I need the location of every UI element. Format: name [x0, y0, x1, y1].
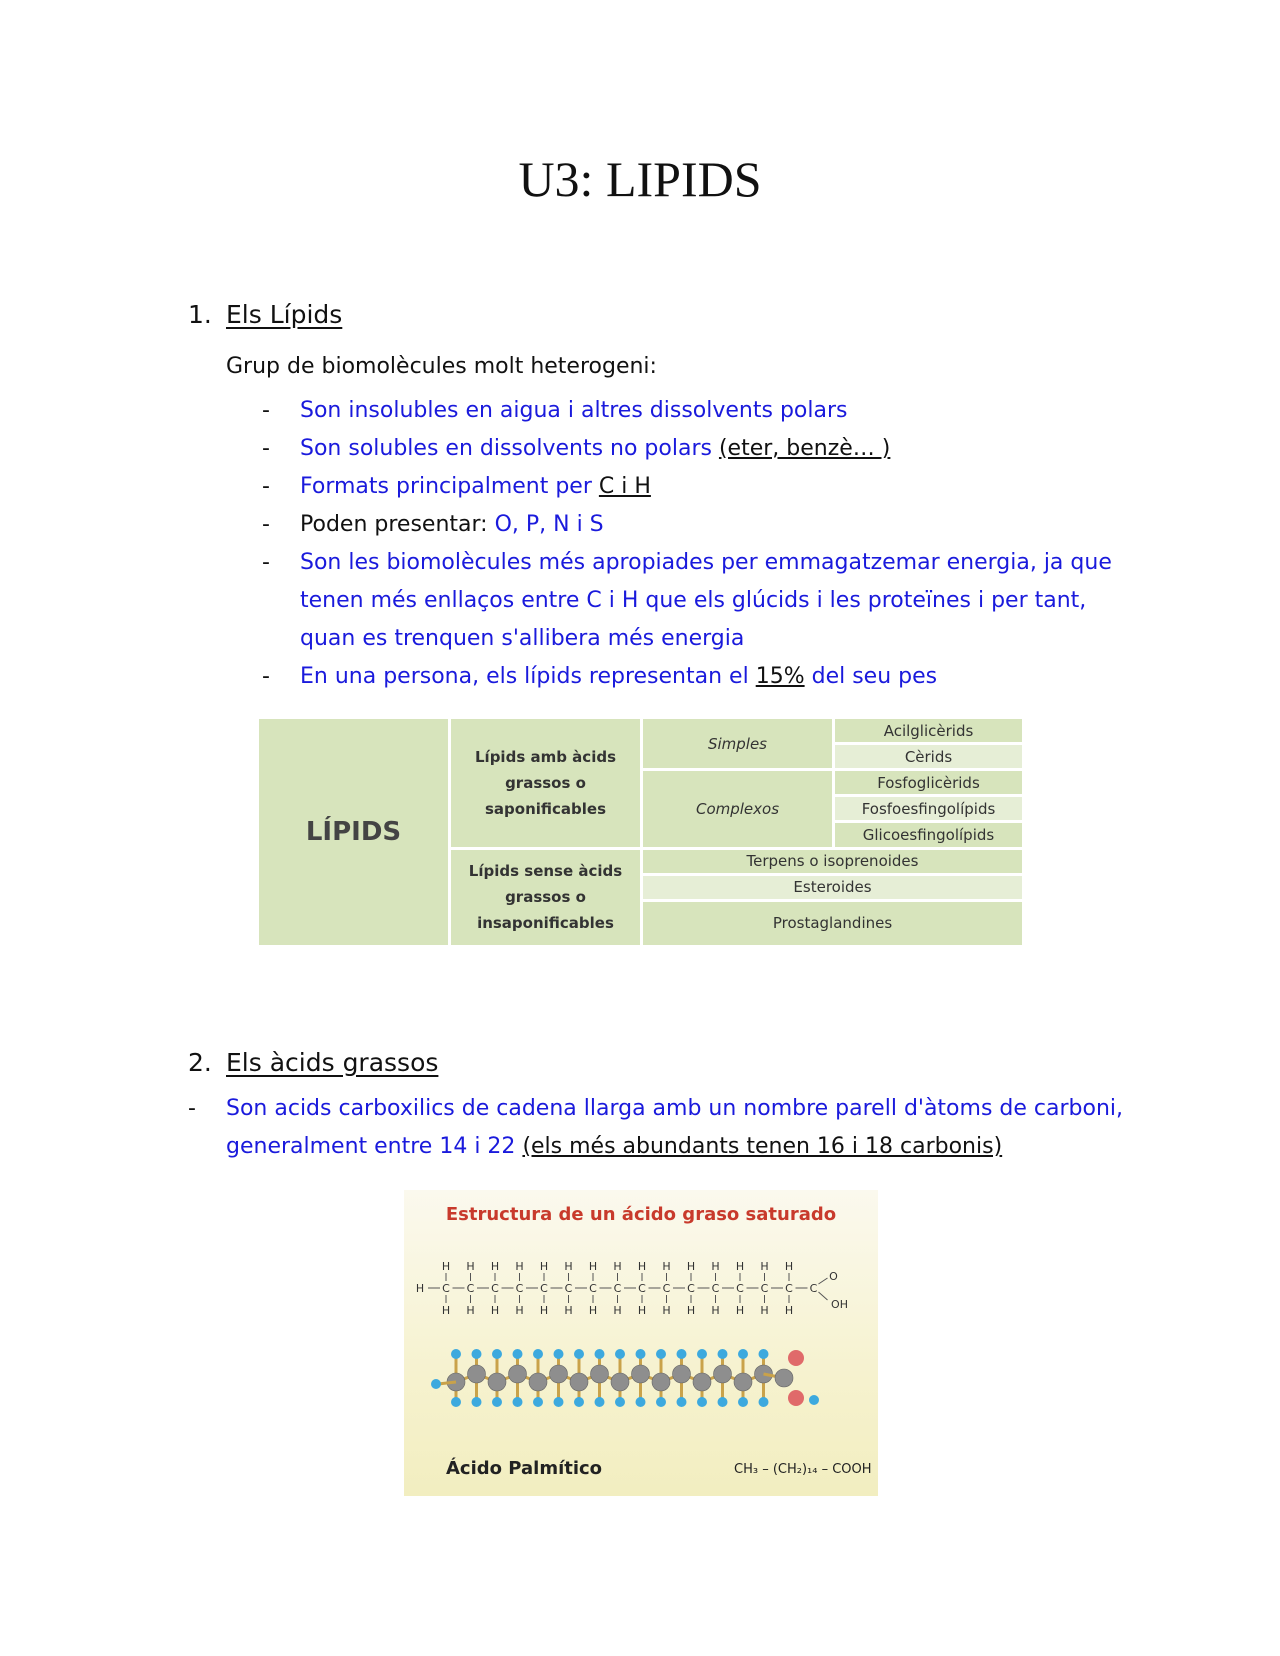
bullet-text: O, P, N i S — [494, 512, 604, 537]
hydrogen-atom — [451, 1349, 461, 1359]
hydrogen-atom — [513, 1349, 523, 1359]
hydrogen-atom — [656, 1397, 666, 1407]
hydrogen-atom — [718, 1397, 728, 1407]
carbon-atom — [714, 1365, 732, 1383]
hydrogen-atom — [738, 1349, 748, 1359]
bullet-text: Son acids carboxilics de cadena llarga amb un nombre parell d'àtoms de carboni, generalment entre 14 i 22 — [226, 1096, 1123, 1159]
table-prostaglandines: Prostaglandines — [642, 900, 1024, 946]
table-acilglicerids: Acilglicèrids — [834, 718, 1024, 744]
bullet-marker: - — [262, 512, 270, 537]
atom-c-label: C — [515, 1282, 524, 1295]
section-2-heading — [188, 1048, 438, 1077]
table-group-saponifiable: Lípids amb àcids grassos o saponificables — [450, 718, 642, 849]
atom-o-label: O — [829, 1270, 838, 1283]
hydrogen-atom — [451, 1397, 461, 1407]
bullet-marker: - — [262, 398, 270, 423]
bullet-marker: - — [188, 1096, 196, 1121]
bullet-marker: - — [262, 664, 270, 689]
atom-h-label: H — [711, 1260, 720, 1273]
fatty-acid-figure — [404, 1190, 878, 1496]
list-item — [262, 468, 1122, 506]
carbon-atom — [509, 1365, 527, 1383]
bullet-marker: - — [262, 474, 270, 499]
hydrogen-atom — [574, 1397, 584, 1407]
atom-c-label: C — [809, 1282, 818, 1295]
atom-h-label: H — [613, 1260, 622, 1273]
atom-h-label: H — [588, 1304, 598, 1317]
bullet-text-tail: del seu pes — [811, 664, 938, 689]
figure-title: Estructura de un ácido graso saturado — [445, 1204, 837, 1225]
hydrogen-atom — [472, 1349, 482, 1359]
carbon-atom — [550, 1365, 568, 1383]
atom-h-label: H — [662, 1260, 671, 1273]
hydrogen-atom — [809, 1395, 819, 1405]
figure-acid-name: Ácido Palmítico — [446, 1458, 603, 1479]
section-1-bullet-list — [262, 392, 1122, 696]
atom-h-label: H — [515, 1260, 524, 1273]
hydrogen-atom — [615, 1397, 625, 1407]
table-esteroides: Esteroides — [642, 874, 1024, 900]
bullet-text: Son les biomolècules més apropiades per emmagatzemar energia, ja que tenen més enllaços entre C i H que els glúcids i les proteïnes i per tant, quan es trenquen s'allibera més energia — [300, 550, 1112, 651]
atom-c-label: C — [589, 1282, 597, 1295]
hydrogen-atom — [759, 1397, 769, 1407]
carbon-atom — [570, 1373, 588, 1391]
atom-c-label: C — [662, 1282, 671, 1295]
atom-c-label: C — [540, 1282, 548, 1295]
hydrogen-atom — [677, 1349, 687, 1359]
hydrogen-atom — [677, 1397, 687, 1407]
bullet-marker: - — [262, 436, 270, 461]
carbon-atom — [673, 1365, 691, 1383]
atom-h-label: H — [760, 1304, 769, 1317]
hydrogen-atom — [492, 1349, 502, 1359]
atom-h-label: H — [735, 1260, 745, 1273]
hydrogen-atom — [656, 1349, 666, 1359]
atom-h-label: H — [711, 1304, 720, 1317]
section-1-title: Els Lípids — [226, 300, 343, 329]
hydrogen-atom — [759, 1349, 769, 1359]
atom-c-label: C — [736, 1282, 744, 1295]
hydrogen-atom — [574, 1349, 584, 1359]
bullet-note: C i H — [598, 474, 651, 499]
hydrogen-atom — [533, 1349, 543, 1359]
atom-h-label: H — [686, 1260, 696, 1273]
section-2-bullet-list — [188, 1090, 1148, 1166]
group-oh-label: OH — [831, 1298, 848, 1311]
section-1-intro: Grup de biomolècules molt heterogeni: — [226, 354, 657, 379]
page-title: U3: LIPIDS — [518, 151, 762, 207]
atom-h-label: H — [539, 1304, 549, 1317]
hydrogen-atom — [554, 1349, 564, 1359]
atom-c-label: C — [613, 1282, 622, 1295]
atom-c-label: C — [711, 1282, 720, 1295]
list-item — [262, 430, 1122, 468]
hydrogen-atom — [697, 1397, 707, 1407]
atom-h-label: H — [441, 1304, 451, 1317]
section-2-number: 2. — [188, 1048, 212, 1077]
hydrogen-atom — [738, 1397, 748, 1407]
list-item — [188, 1090, 1148, 1166]
list-item — [262, 658, 1122, 696]
table-complexos: Complexos — [642, 770, 834, 848]
table-root-cell: LÍPIDS — [258, 718, 450, 947]
carbon-atom — [632, 1365, 650, 1383]
bullet-text: Son solubles en dissolvents no polars — [300, 436, 712, 461]
section-1-heading — [188, 300, 342, 329]
carbon-atom — [468, 1365, 486, 1383]
hydrogen-atom — [697, 1349, 707, 1359]
atom-h-label: H — [735, 1304, 745, 1317]
hydrogen-atom — [595, 1397, 605, 1407]
atom-h-label: H — [441, 1260, 451, 1273]
carbon-atom — [652, 1373, 670, 1391]
atom-h-label: H — [637, 1304, 647, 1317]
atom-h-label: H — [564, 1260, 573, 1273]
hydrogen-atom — [595, 1349, 605, 1359]
atom-c-label: C — [785, 1282, 793, 1295]
bond-line — [819, 1278, 828, 1284]
oxygen-atom — [788, 1350, 804, 1366]
hydrogen-atom — [513, 1397, 523, 1407]
carbon-atom — [591, 1365, 609, 1383]
hydrogen-atom — [615, 1349, 625, 1359]
atom-c-label: C — [760, 1282, 769, 1295]
atom-h-label: H — [588, 1260, 598, 1273]
oxygen-atom — [788, 1390, 804, 1406]
section-1-number: 1. — [188, 300, 212, 329]
carbon-atom — [529, 1373, 547, 1391]
atom-h-label: H — [539, 1260, 549, 1273]
atom-h-label: H — [760, 1260, 769, 1273]
fatty-acid-structure-diagram — [404, 1190, 878, 1496]
atom-h-label: H — [637, 1260, 647, 1273]
bullet-text: En una persona, els lípids representan el — [300, 664, 749, 689]
atom-h-label: H — [466, 1260, 475, 1273]
hydrogen-atom — [636, 1397, 646, 1407]
carbon-atom — [693, 1373, 711, 1391]
table-group-insaponifiable: Lípids sense àcids grassos o insaponificables — [450, 848, 642, 946]
table-cerids: Cèrids — [834, 744, 1024, 770]
section-2-title: Els àcids grassos — [226, 1048, 439, 1077]
table-simples: Simples — [642, 718, 834, 770]
hydrogen-atom — [431, 1379, 441, 1389]
bullet-note: (els més abundants tenen 16 i 18 carbonis) — [522, 1134, 1003, 1159]
table-terpens: Terpens o isoprenoides — [642, 848, 1024, 874]
carbon-atom — [734, 1373, 752, 1391]
list-item — [262, 392, 1122, 430]
atom-h-label: H — [466, 1304, 475, 1317]
carbon-atom — [488, 1373, 506, 1391]
bullet-label: Poden presentar: — [300, 512, 488, 537]
bullet-text: Formats principalment per — [300, 474, 592, 499]
hydrogen-atom — [533, 1397, 543, 1407]
atom-h-label: H — [784, 1304, 794, 1317]
hydrogen-atom — [492, 1397, 502, 1407]
bond-line — [819, 1292, 828, 1300]
table-fosfoglicerids: Fosfoglicèrids — [834, 770, 1024, 796]
lipid-classification-table — [256, 716, 1025, 948]
atom-h-label: H — [415, 1282, 425, 1295]
bullet-value: 15% — [755, 664, 805, 689]
list-item — [262, 544, 1122, 658]
atom-c-label: C — [687, 1282, 695, 1295]
atom-h-label: H — [490, 1304, 500, 1317]
bullet-marker: - — [262, 550, 270, 575]
bullet-text: Son insolubles en aigua i altres dissolvents polars — [300, 398, 848, 423]
hydrogen-atom — [718, 1349, 728, 1359]
hydrogen-atom — [554, 1397, 564, 1407]
atom-h-label: H — [686, 1304, 696, 1317]
atom-h-label: H — [564, 1304, 573, 1317]
bullet-note: (eter, benzè… ) — [718, 436, 891, 461]
carbon-atom — [611, 1373, 629, 1391]
carbon-atom — [775, 1369, 793, 1387]
figure-formula: CH₃ – (CH₂)₁₄ – COOH — [734, 1462, 872, 1477]
atom-c-label: C — [466, 1282, 475, 1295]
atom-h-label: H — [613, 1304, 622, 1317]
atom-c-label: C — [491, 1282, 499, 1295]
atom-h-label: H — [784, 1260, 794, 1273]
atom-h-label: H — [490, 1260, 500, 1273]
table-glicoesfingolipids: Glicoesfingolípids — [834, 822, 1024, 848]
hydrogen-atom — [636, 1349, 646, 1359]
atom-h-label: H — [515, 1304, 524, 1317]
table-fosfoesfingolipids: Fosfoesfingolípids — [834, 796, 1024, 822]
atom-h-label: H — [662, 1304, 671, 1317]
hydrogen-atom — [472, 1397, 482, 1407]
atom-c-label: C — [442, 1282, 450, 1295]
atom-c-label: C — [638, 1282, 646, 1295]
list-item — [262, 506, 1122, 544]
atom-c-label: C — [564, 1282, 573, 1295]
